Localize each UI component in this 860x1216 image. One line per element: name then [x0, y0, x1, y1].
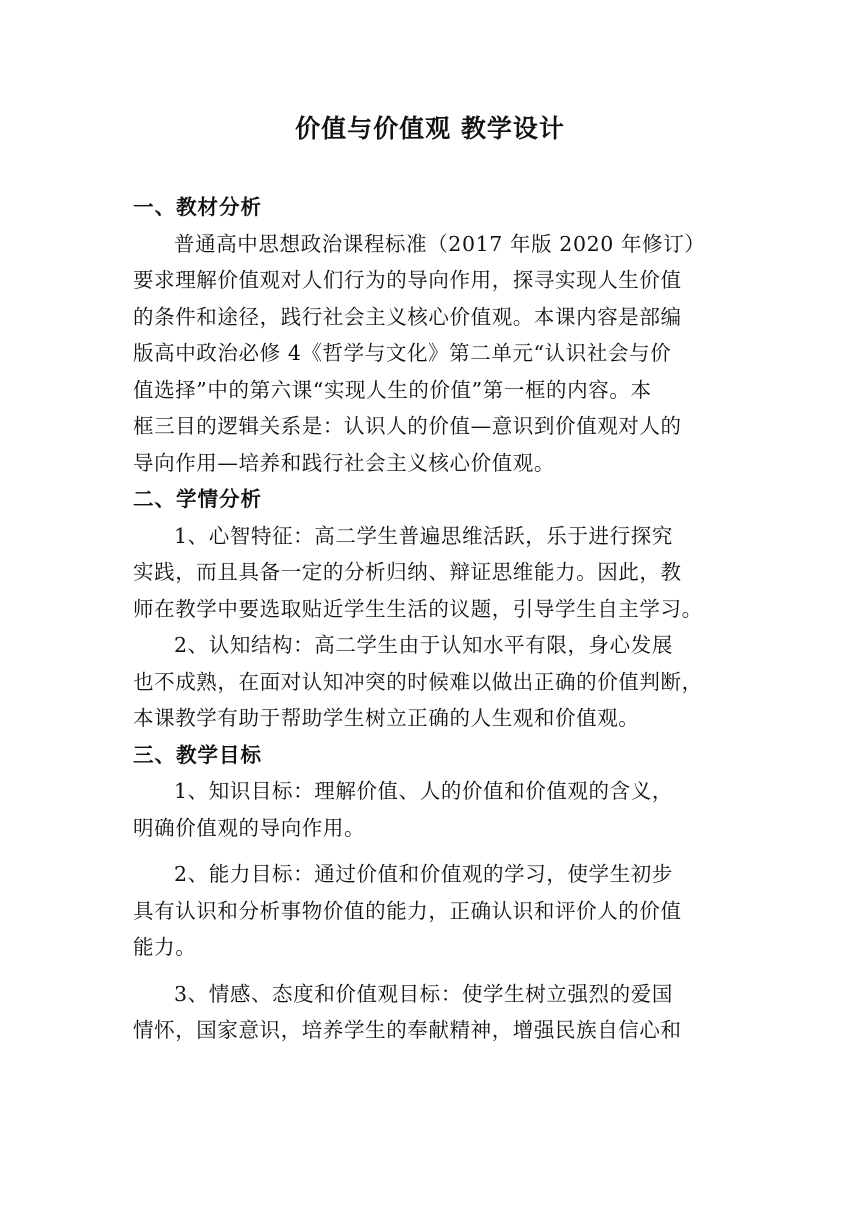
text-line: 本课教学有助于帮助学生树立正确的人生观和价值观。	[133, 706, 640, 730]
paragraph	[133, 773, 729, 846]
text-line: 情怀，国家意识，培养学生的奉献精神，增强民族自信心和	[133, 1018, 682, 1042]
section-heading-student-analysis: 二、学情分析	[133, 487, 262, 511]
text-line: 2、认知结构：高二学生由于认知水平有限，身心发展	[174, 633, 673, 657]
paragraph	[133, 976, 729, 1049]
text-line: 版高中政治必修 4《哲学与文化》第二单元“认识社会与价	[133, 341, 672, 365]
text-line: 1、知识目标：理解价值、人的价值和价值观的含义，	[174, 779, 673, 803]
paragraph	[133, 518, 729, 628]
text-line: 具有认识和分析事物价值的能力，正确认识和评价人的价值	[133, 898, 682, 923]
section-heading-textbook-analysis: 一、教材分析	[133, 195, 262, 219]
text-line: 3、情感、态度和价值观目标：使学生树立强烈的爱国	[174, 981, 673, 1006]
document-title: 价值与价值观 教学设计	[295, 114, 565, 143]
paragraph	[133, 627, 729, 737]
text-line: 也不成熟，在面对认知冲突的时候难以做出正确的价值判断，	[133, 669, 703, 694]
text-line: 值选择”中的第六课“实现人生的价值”第一框的内容。本	[133, 377, 652, 402]
section-heading-teaching-goals: 三、教学目标	[133, 742, 262, 767]
document-body	[133, 189, 729, 1049]
text-line: 能力。	[133, 935, 197, 959]
paragraph	[133, 226, 729, 482]
text-line: 实践，而且具备一定的分析归纳、辩证思维能力。因此，教	[133, 560, 682, 584]
text-line: 普通高中思想政治课程标准（2017 年版 2020 年修订）	[174, 231, 706, 256]
text-line: 要求理解价值观对人们行为的导向作用，探寻实现人生价值	[133, 268, 682, 292]
text-line: 导向作用—培养和践行社会主义核心价值观。	[133, 450, 555, 475]
text-line: 框三目的逻辑关系是：认识人的价值—意识到价值观对人的	[133, 414, 682, 438]
text-line: 1、心智特征：高二学生普遍思维活跃，乐于进行探究	[174, 523, 673, 548]
paragraph	[133, 856, 729, 966]
text-line: 明确价值观的导向作用。	[133, 815, 366, 840]
text-line: 2、能力目标：通过价值和价值观的学习，使学生初步	[174, 862, 673, 886]
text-line: 师在教学中要选取贴近学生生活的议题，引导学生自主学习。	[133, 596, 703, 621]
text-line: 的条件和途径，践行社会主义核心价值观。本课内容是部编	[133, 304, 682, 329]
